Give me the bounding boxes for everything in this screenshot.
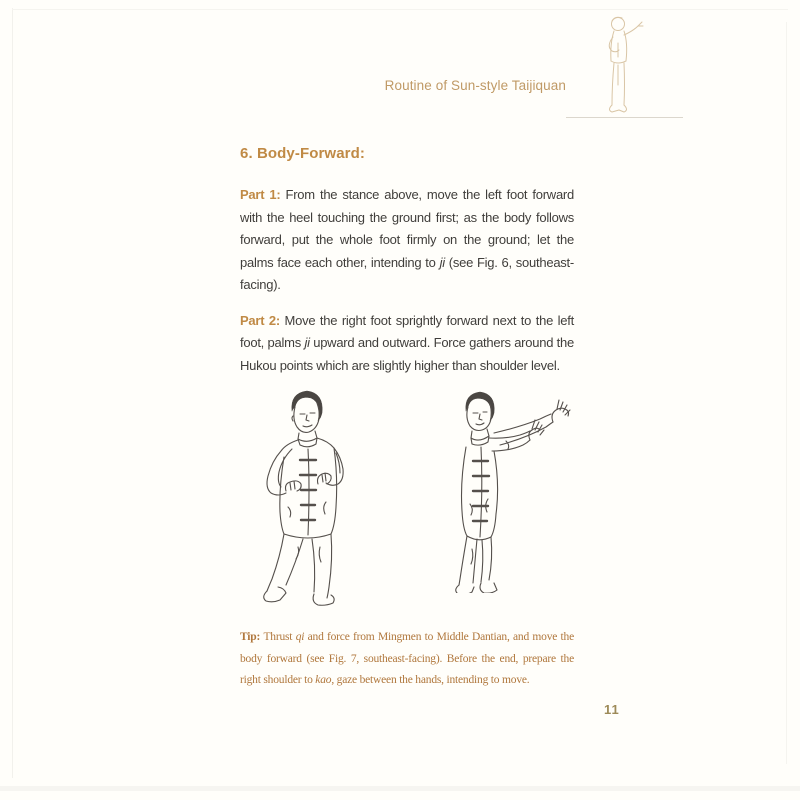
part2-paragraph: Part 2: Move the right foot sprightly forward next to the left foot, palms ji upward and outward. Force gathers around the Hukou points which are slightly higher than shoulder level. bbox=[240, 312, 574, 373]
section-heading: 6. Body-Forward: bbox=[240, 145, 365, 162]
fig-7-taiji-posture-drawing bbox=[426, 389, 586, 593]
page-edge-top bbox=[12, 9, 788, 10]
running-header: Routine of Sun-style Taijiquan bbox=[384, 78, 566, 93]
header-taiji-figure-icon bbox=[588, 13, 654, 117]
tip-paragraph: Tip: Thrust qi and force from Mingmen to Middle Dantian, and move the body forward (see Fig. 7, southeast-facing). Before the end, prepare the right shoulder to kao, gaze between the hands, intending to move. bbox=[240, 631, 574, 686]
fig-6-taiji-posture-drawing bbox=[248, 387, 363, 613]
part1-paragraph: Part 1: From the stance above, move the left foot forward with the heel touching the ground first; as the body follows forward, put the whole foot firmly on the ground; let the palms face each other, intending to ji (see Fig. 6, southeast-facing). bbox=[240, 187, 575, 292]
page-edge-right bbox=[786, 22, 787, 764]
text-column bbox=[240, 145, 574, 692]
page-edge-left bbox=[12, 8, 13, 778]
figures-row bbox=[240, 385, 574, 615]
header-rule bbox=[566, 117, 683, 118]
page-number: 11 bbox=[604, 702, 620, 717]
page-edge-bottom bbox=[0, 786, 800, 791]
